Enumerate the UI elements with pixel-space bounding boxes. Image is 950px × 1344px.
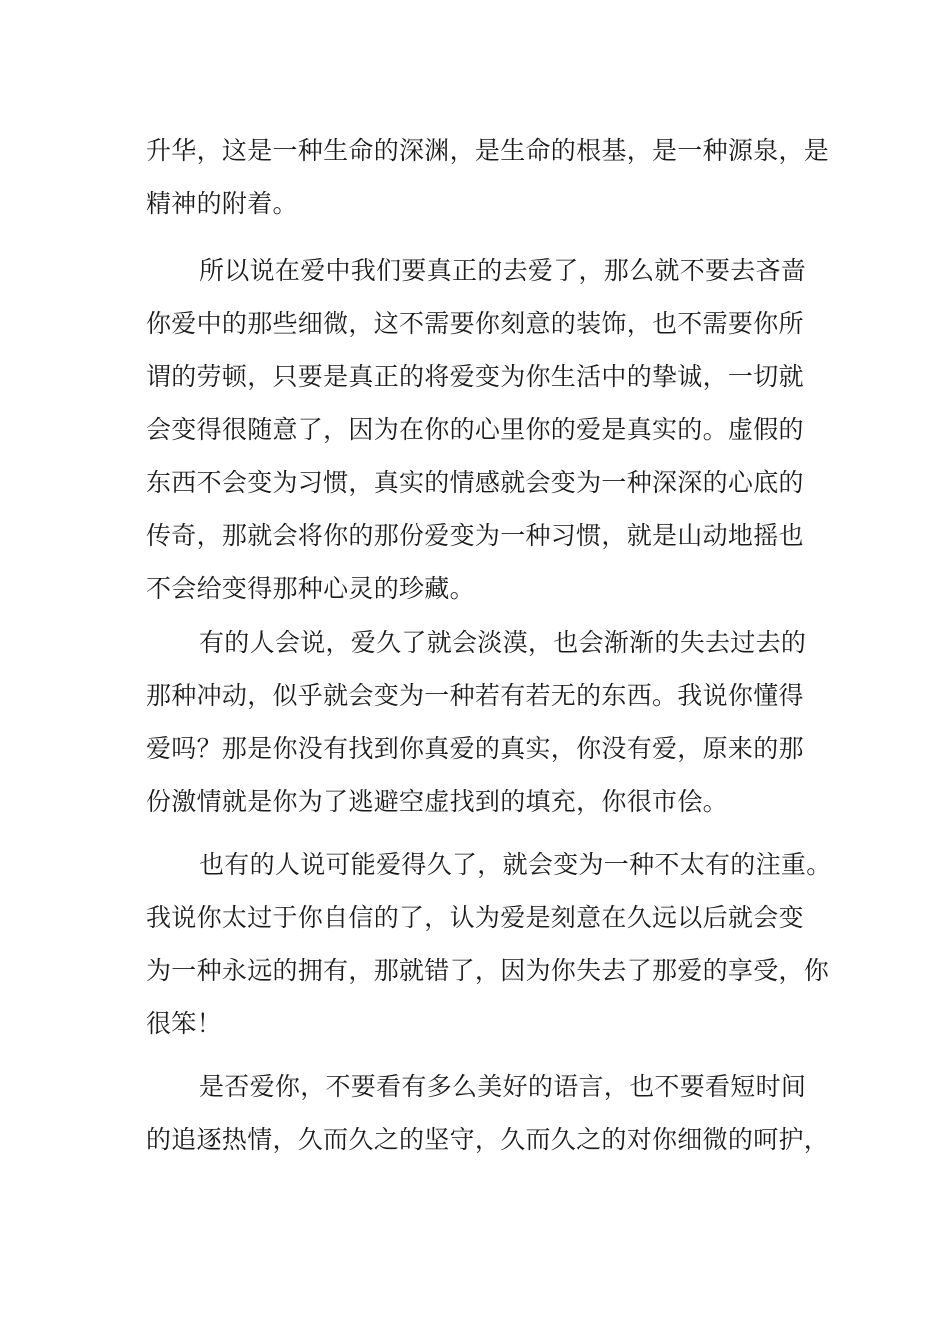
text-line: 精神的附着。 (146, 189, 298, 218)
text-line: 不会给变得那种心灵的珍藏。 (146, 574, 475, 603)
text-line: 是否爱你，不要看有多么美好的语言，也不要看短时间 (199, 1072, 807, 1101)
text-line: 你爱中的那些细微，这不需要你刻意的装饰，也不需要你所 (146, 309, 804, 338)
text-line: 份激情就是你为了逃避空虚找到的填充，你很市侩。 (146, 787, 728, 816)
paragraph-4 (146, 838, 832, 1050)
text-line: 有的人会说，爱久了就会淡漠，也会渐渐的失去过去的 (199, 628, 807, 657)
text-line: 升华，这是一种生命的深渊，是生命的根基，是一种源泉，是 (146, 136, 830, 165)
text-line: 爱吗？那是你没有找到你真爱的真实，你没有爱，原来的那 (146, 734, 804, 763)
text-line: 所以说在爱中我们要真正的去爱了，那么就不要去吝啬 (199, 256, 807, 285)
text-line: 会变得很随意了，因为在你的心里你的爱是真实的。虚假的 (146, 415, 804, 444)
text-line: 谓的劳顿，只要是真正的将爱变为你生活中的挚诚，一切就 (146, 362, 804, 391)
text-line: 很笨！ (146, 1009, 222, 1038)
text-line: 传奇，那就会将你的那份爱变为一种习惯，就是山动地摇也 (146, 521, 804, 550)
paragraph-3 (146, 616, 816, 828)
text-line: 也有的人说可能爱得久了，就会变为一种不太有的注重。 (199, 850, 832, 879)
text-line: 的追逐热情，久而久之的坚守，久而久之的对你细微的呵护， (146, 1125, 830, 1154)
paragraph-5 (146, 1060, 830, 1166)
text-line: 那种冲动，似乎就会变为一种若有若无的东西。我说你懂得 (146, 681, 804, 710)
paragraph-2 (146, 244, 816, 615)
text-line: 我说你太过于你自信的了，认为爱是刻意在久远以后就会变 (146, 903, 804, 932)
text-line: 东西不会变为习惯，真实的情感就会变为一种深深的心底的 (146, 468, 804, 497)
text-line: 为一种永远的拥有，那就错了，因为你失去了那爱的享受，你 (146, 956, 830, 985)
paragraph-1 (146, 124, 830, 230)
